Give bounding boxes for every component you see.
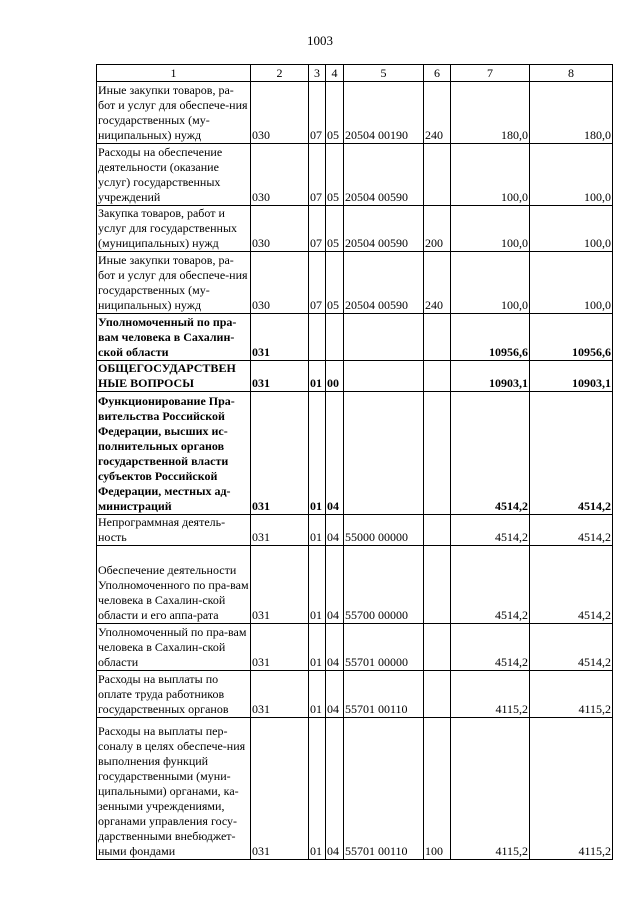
- row-code-cell: 030: [251, 82, 309, 144]
- row-subsection-cell: [326, 314, 344, 361]
- row-amount8-cell: 10956,6: [530, 314, 613, 361]
- row-amount8-cell: 4514,2: [530, 392, 613, 515]
- row-subsection-cell: 04: [326, 546, 344, 624]
- row-amount8-cell: 10903,1: [530, 361, 613, 392]
- row-article-cell: 20504 00590: [344, 206, 424, 252]
- row-amount7-cell: 4115,2: [451, 671, 530, 718]
- row-subsection-cell: 05: [326, 206, 344, 252]
- row-code-cell: 030: [251, 206, 309, 252]
- row-type-cell: 240: [424, 82, 451, 144]
- row-section-cell: 07: [309, 252, 326, 314]
- header-row: [97, 65, 613, 82]
- row-section-cell: 01: [309, 546, 326, 624]
- row-amount8-cell: 100,0: [530, 206, 613, 252]
- row-article-cell: 20504 00190: [344, 82, 424, 144]
- table-row: [97, 392, 613, 515]
- row-article-cell: 55701 00110: [344, 671, 424, 718]
- row-code-cell: 031: [251, 314, 309, 361]
- column-header: 6: [424, 65, 451, 82]
- row-amount7-cell: 180,0: [451, 82, 530, 144]
- row-subsection-cell: 04: [326, 718, 344, 860]
- row-subsection-cell: 04: [326, 392, 344, 515]
- row-section-cell: 07: [309, 144, 326, 206]
- row-type-cell: [424, 144, 451, 206]
- row-name-cell: Расходы на выплаты пер-соналу в целях обеспече-ния выполнения функций государственными (муни-ципальными) органами, ка-зенными учреждениями, органами управления госу-дарственными внебюджет-ными фондами: [97, 718, 251, 860]
- table-row: [97, 144, 613, 206]
- row-name-cell: Обеспечение деятельности Уполномоченного по пра-вам человека в Сахалин-ской области и его аппа-рата: [97, 546, 251, 624]
- row-article-cell: 20504 00590: [344, 252, 424, 314]
- row-name-cell: Иные закупки товаров, ра-бот и услуг для обеспече-ния государственных (му-ниципальных) нужд: [97, 82, 251, 144]
- row-section-cell: 01: [309, 671, 326, 718]
- row-amount8-cell: 100,0: [530, 252, 613, 314]
- row-subsection-cell: 04: [326, 515, 344, 546]
- row-amount7-cell: 100,0: [451, 144, 530, 206]
- row-name-cell: Расходы на обеспечение деятельности (оказание услуг) государственных учреждений: [97, 144, 251, 206]
- row-code-cell: 031: [251, 546, 309, 624]
- table-body: [97, 82, 613, 860]
- table-row: [97, 206, 613, 252]
- row-article-cell: 55700 00000: [344, 546, 424, 624]
- row-name-cell: Иные закупки товаров, ра-бот и услуг для обеспече-ния государственных (му-ниципальных) нужд: [97, 252, 251, 314]
- row-code-cell: 031: [251, 671, 309, 718]
- row-article-cell: 55701 00000: [344, 624, 424, 671]
- row-amount7-cell: 10903,1: [451, 361, 530, 392]
- table-row: [97, 515, 613, 546]
- table-row: [97, 671, 613, 718]
- row-amount8-cell: 4514,2: [530, 624, 613, 671]
- row-amount8-cell: 100,0: [530, 144, 613, 206]
- row-amount8-cell: 4115,2: [530, 718, 613, 860]
- row-article-cell: 55000 00000: [344, 515, 424, 546]
- row-amount7-cell: 4514,2: [451, 546, 530, 624]
- column-header: 5: [344, 65, 424, 82]
- page-number: 1003: [307, 33, 333, 48]
- table-row: [97, 82, 613, 144]
- row-section-cell: 07: [309, 206, 326, 252]
- row-amount7-cell: 10956,6: [451, 314, 530, 361]
- row-code-cell: 031: [251, 392, 309, 515]
- row-article-cell: [344, 392, 424, 515]
- row-amount8-cell: 4514,2: [530, 515, 613, 546]
- row-amount8-cell: 180,0: [530, 82, 613, 144]
- row-name-cell: Уполномоченный по пра-вам человека в Сахалин-ской области: [97, 624, 251, 671]
- row-type-cell: [424, 392, 451, 515]
- row-amount7-cell: 4115,2: [451, 718, 530, 860]
- table-row: [97, 314, 613, 361]
- table-row: [97, 361, 613, 392]
- column-header: 8: [530, 65, 613, 82]
- row-type-cell: [424, 624, 451, 671]
- row-type-cell: [424, 361, 451, 392]
- row-subsection-cell: 05: [326, 252, 344, 314]
- row-type-cell: [424, 546, 451, 624]
- row-section-cell: 01: [309, 392, 326, 515]
- row-code-cell: 030: [251, 252, 309, 314]
- row-name-cell: Уполномоченный по пра-вам человека в Сахалин-ской области: [97, 314, 251, 361]
- row-subsection-cell: 04: [326, 671, 344, 718]
- row-amount7-cell: 4514,2: [451, 624, 530, 671]
- row-section-cell: 07: [309, 82, 326, 144]
- row-code-cell: 031: [251, 718, 309, 860]
- row-name-cell: Непрограммная деятель-ность: [97, 515, 251, 546]
- row-name-cell: ОБЩЕГОСУДАРСТВЕН НЫЕ ВОПРОСЫ: [97, 361, 251, 392]
- row-type-cell: 100: [424, 718, 451, 860]
- row-amount8-cell: 4514,2: [530, 546, 613, 624]
- row-subsection-cell: 00: [326, 361, 344, 392]
- row-amount8-cell: 4115,2: [530, 671, 613, 718]
- row-code-cell: 030: [251, 144, 309, 206]
- row-amount7-cell: 4514,2: [451, 392, 530, 515]
- row-type-cell: [424, 671, 451, 718]
- row-section-cell: 01: [309, 718, 326, 860]
- row-article-cell: 55701 00110: [344, 718, 424, 860]
- row-amount7-cell: 100,0: [451, 252, 530, 314]
- column-header: 4: [326, 65, 344, 82]
- budget-table: [96, 64, 613, 860]
- row-name-cell: Расходы на выплаты по оплате труда работников государственных органов: [97, 671, 251, 718]
- row-code-cell: 031: [251, 515, 309, 546]
- row-section-cell: [309, 314, 326, 361]
- row-name-cell: Закупка товаров, работ и услуг для государственных (муниципальных) нужд: [97, 206, 251, 252]
- row-article-cell: [344, 361, 424, 392]
- table-row: [97, 624, 613, 671]
- column-header: 3: [309, 65, 326, 82]
- row-article-cell: 20504 00590: [344, 144, 424, 206]
- table-row: [97, 718, 613, 860]
- row-subsection-cell: 05: [326, 144, 344, 206]
- row-section-cell: 01: [309, 361, 326, 392]
- table-row: [97, 546, 613, 624]
- row-article-cell: [344, 314, 424, 361]
- row-code-cell: 031: [251, 361, 309, 392]
- row-type-cell: 240: [424, 252, 451, 314]
- row-amount7-cell: 100,0: [451, 206, 530, 252]
- row-type-cell: 200: [424, 206, 451, 252]
- column-header: 7: [451, 65, 530, 82]
- row-section-cell: 01: [309, 515, 326, 546]
- row-code-cell: 031: [251, 624, 309, 671]
- row-section-cell: 01: [309, 624, 326, 671]
- row-subsection-cell: 04: [326, 624, 344, 671]
- row-type-cell: [424, 515, 451, 546]
- column-header: 2: [251, 65, 309, 82]
- row-name-cell: Функционирование Пра-вительства Российской Федерации, высших ис-полнительных органов государственной власти субъектов Российской Федерации, местных ад-министраций: [97, 392, 251, 515]
- row-subsection-cell: 05: [326, 82, 344, 144]
- row-type-cell: [424, 314, 451, 361]
- column-header: 1: [97, 65, 251, 82]
- row-amount7-cell: 4514,2: [451, 515, 530, 546]
- table-row: [97, 252, 613, 314]
